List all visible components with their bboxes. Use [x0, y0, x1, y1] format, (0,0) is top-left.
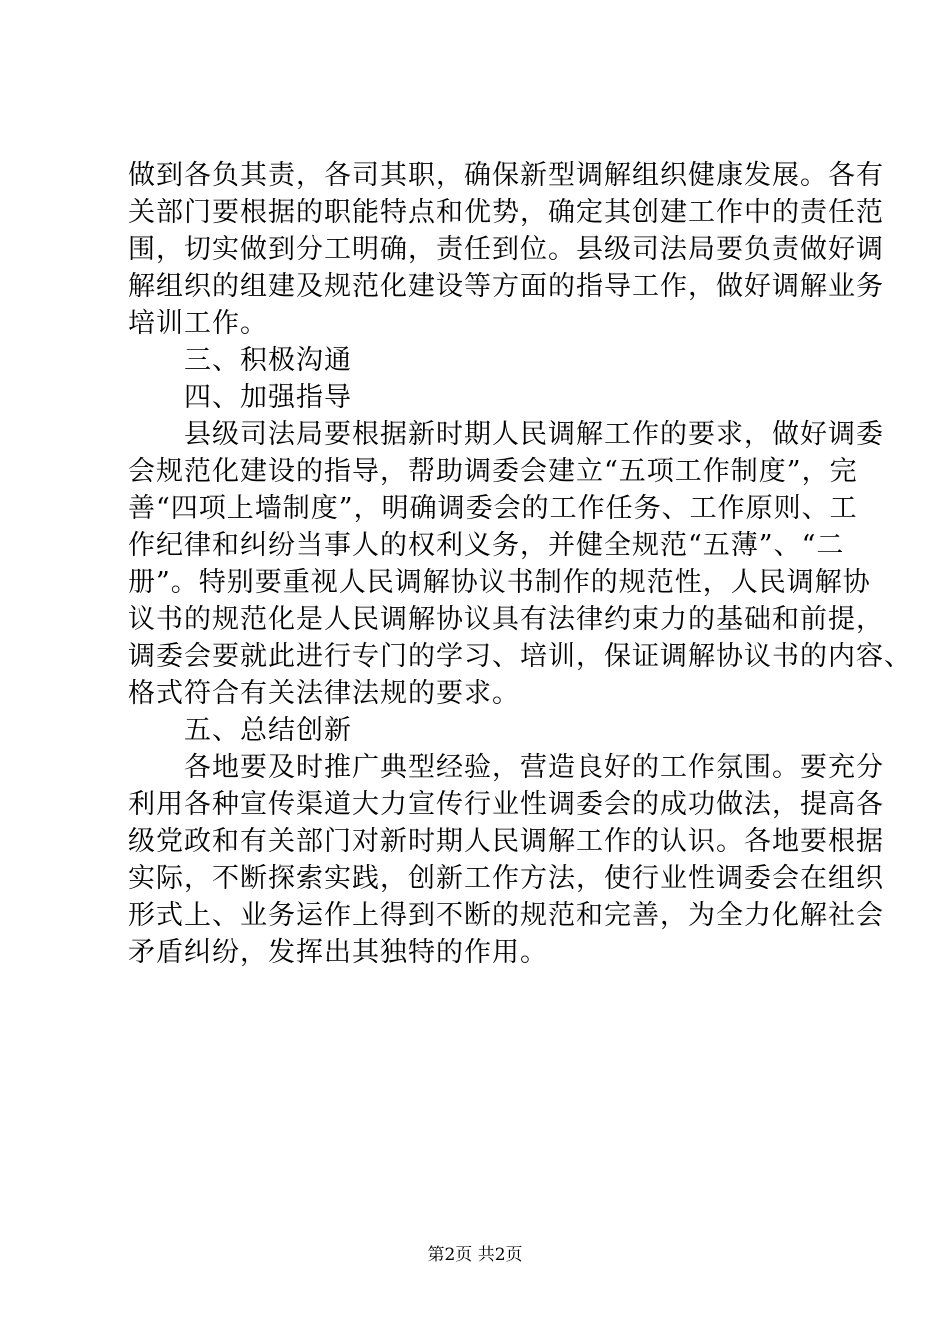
- section-heading: 五、总结创新: [184, 715, 352, 746]
- paragraph-line: 县级司法局要根据新时期人民调解工作的要求，做好调委: [184, 419, 884, 450]
- paragraph-line: 册”。特别要重视人民调解协议书制作的规范性，人民调解协: [128, 567, 871, 598]
- paragraph-line: 做到各负其责，各司其职，确保新型调解组织健康发展。各有: [128, 160, 884, 191]
- paragraph-line: 利用各种宣传渠道大力宣传行业性调委会的成功做法，提高各: [128, 789, 884, 820]
- paragraph-line: 格式符合有关法律法规的要求。: [128, 678, 520, 709]
- paragraph-line: 矛盾纠纷，发挥出其独特的作用。: [128, 937, 548, 968]
- document-body: [128, 157, 912, 971]
- paragraph-line: 各地要及时推广典型经验，营造良好的工作氛围。要充分: [184, 752, 884, 783]
- paragraph-line: 议书的规范化是人民调解协议具有法律约束力的基础和前提，: [128, 604, 884, 635]
- paragraph-line: 实际，不断探索实践，创新工作方法，使行业性调委会在组织: [128, 863, 884, 894]
- paragraph-line: 关部门要根据的职能特点和优势，确定其创建工作中的责任范: [128, 197, 884, 228]
- paragraph-line: 会规范化建设的指导，帮助调委会建立“五项工作制度”，完: [128, 456, 858, 487]
- paragraph-line: 解组织的组建及规范化建设等方面的指导工作，做好调解业务: [128, 271, 884, 302]
- paragraph-line: 培训工作。: [128, 308, 268, 339]
- paragraph-line: 形式上、业务运作上得到不断的规范和完善，为全力化解社会: [128, 900, 884, 931]
- page-number-footer: 第2页 共2页: [427, 1245, 523, 1265]
- paragraph-line: 级党政和有关部门对新时期人民调解工作的认识。各地要根据: [128, 826, 884, 857]
- paragraph-line: 围，切实做到分工明确，责任到位。县级司法局要负责做好调: [128, 234, 884, 265]
- paragraph-line: 调委会要就此进行专门的学习、培训，保证调解协议书的内容、: [128, 641, 912, 672]
- paragraph-line: 善“四项上墙制度”，明确调委会的工作任务、工作原则、工: [128, 493, 858, 524]
- section-heading: 四、加强指导: [184, 382, 352, 413]
- section-heading: 三、积极沟通: [184, 345, 352, 376]
- paragraph-line: 作纪律和纠纷当事人的权利义务，并健全规范“五薄”、“二: [128, 530, 845, 561]
